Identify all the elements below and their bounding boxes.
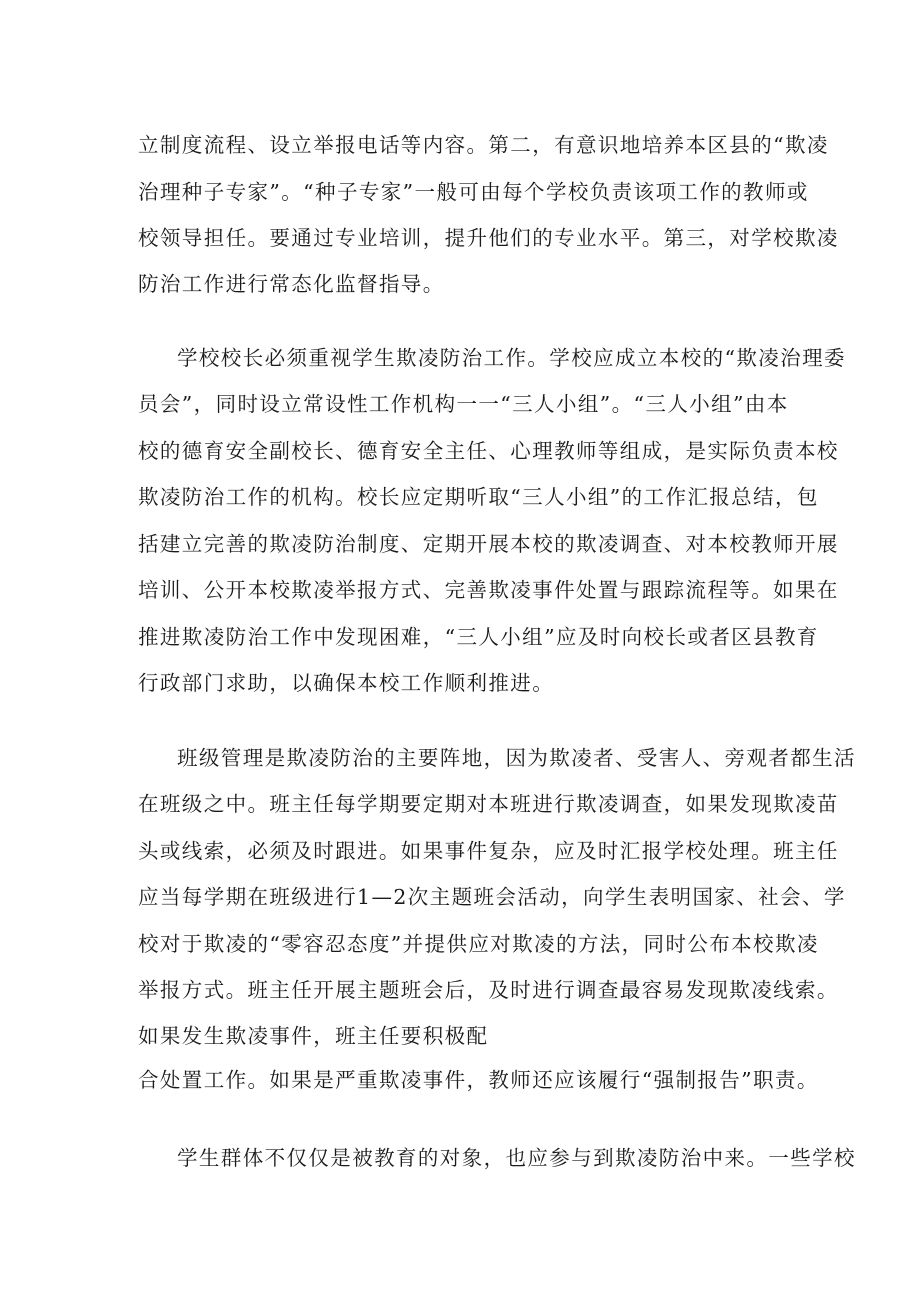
paragraph-2-line-8: 行政部门求助，以确保本校工作顺利推进。 [138, 671, 555, 695]
paragraph-3-line-3: 头或线索，必须及时跟进。如果事件复杂，应及时汇报学校处理。班主任 [138, 839, 839, 863]
paragraph-3-line-4: 应当每学期在班级进行1—2次主题班会活动，向学生表明国家、社会、学 [138, 885, 846, 909]
paragraph-3-line-6: 举报方式。班主任开展主题班会后，及时进行调查最容易发现欺凌线索。 [138, 978, 839, 1002]
paragraph-3-line-5: 校对于欺凌的“零容忍态度”并提供应对欺凌的方法，同时公布本校欺凌 [138, 932, 819, 956]
paragraph-3-line-1: 班级管理是欺凌防治的主要阵地，因为欺凌者、受害人、旁观者都生活 [177, 746, 856, 770]
paragraph-2-line-5: 括建立完善的欺凌防治制度、定期开展本校的欺凌调查、对本校教师开展 [138, 532, 839, 556]
paragraph-2-line-3: 校的德育安全副校长、德育安全主任、心理教师等组成，是实际负责本校 [138, 439, 839, 463]
paragraph-2-line-2: 员会”，同时设立常设性工作机构一一“三人小组”。“三人小组”由本 [138, 392, 789, 416]
paragraph-3-line-7: 如果发生欺凌事件，班主任要积极配 [138, 1024, 489, 1048]
paragraph-3-line-2: 在班级之中。班主任每学期要定期对本班进行欺凌调查，如果发现欺凌苗 [138, 792, 839, 816]
paragraph-2-line-7: 推进欺凌防治工作中发现困难，“三人小组”应及时向校长或者区县教育 [138, 625, 819, 649]
paragraph-1-line-1: 立制度流程、设立举报电话等内容。第二，有意识地培养本区县的“欺凌 [138, 133, 829, 157]
paragraph-2-line-6: 培训、公开本校欺凌举报方式、完善欺凌事件处置与跟踪流程等。如果在 [138, 578, 839, 602]
paragraph-2-line-1: 学校校长必须重视学生欺凌防治工作。学校应成立本校的“欺凌治理委 [177, 346, 846, 370]
paragraph-3-line-8: 合处置工作。如果是严重欺凌事件，教师还应该履行“强制报告”职责。 [138, 1068, 819, 1092]
paragraph-1-line-3: 校领导担任。要通过专业培训，提升他们的专业水平。第三，对学校欺凌 [138, 226, 839, 250]
paragraph-4-line-1: 学生群体不仅仅是被教育的对象，也应参与到欺凌防治中来。一些学校 [177, 1146, 856, 1170]
paragraph-2-line-4: 欺凌防治工作的机构。校长应定期听取“三人小组”的工作汇报总结，包 [138, 485, 819, 509]
paragraph-1-line-2: 治理种子专家”。“种子专家”一般可由每个学校负责该项工作的教师或 [138, 180, 809, 204]
paragraph-1-line-4: 防治工作进行常态化监督指导。 [138, 272, 445, 296]
